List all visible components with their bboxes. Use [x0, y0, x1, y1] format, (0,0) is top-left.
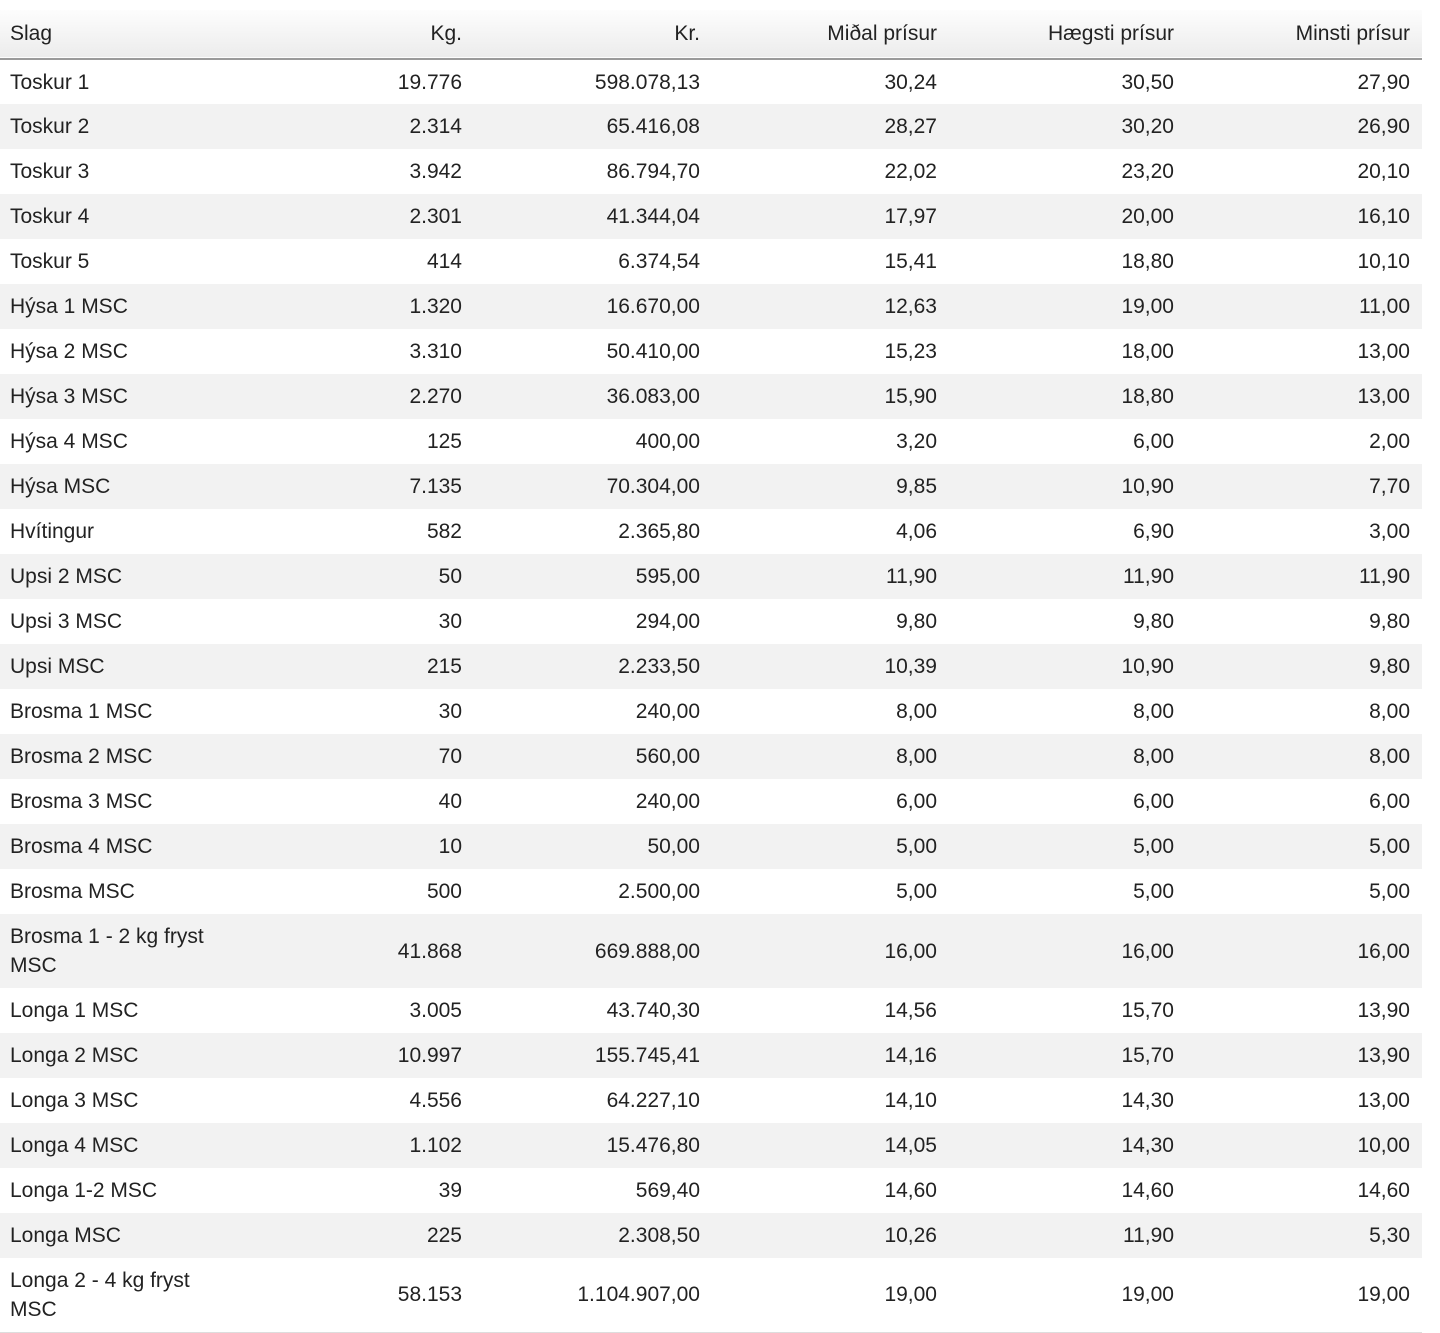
kr-cell: 400,00: [635, 430, 700, 453]
highest-price-cell: 6,90: [1133, 520, 1174, 543]
kg-cell: 4.556: [409, 1089, 462, 1112]
highest-price-cell: 6,00: [1133, 790, 1174, 813]
highest-price-cell: 14,60: [1121, 1179, 1174, 1202]
highest-price-cell: 15,70: [1121, 1044, 1174, 1067]
kr-cell: 155.745,41: [594, 1044, 700, 1067]
average-price-cell: 14,10: [884, 1089, 937, 1112]
table-row: [0, 284, 1422, 329]
species-cell: Upsi 3 MSC: [10, 610, 123, 633]
kr-cell: 598.078,13: [594, 70, 700, 94]
table-row: [0, 239, 1422, 284]
table-row: [0, 988, 1422, 1033]
species-cell: Longa 3 MSC: [10, 1089, 139, 1112]
kg-cell: 414: [426, 250, 462, 273]
kr-cell: 43.740,30: [606, 999, 700, 1022]
column-header-kg[interactable]: Kg.: [430, 22, 462, 45]
lowest-price-cell: 11,00: [1359, 295, 1410, 318]
table-row: [0, 509, 1422, 554]
lowest-price-cell: 13,00: [1357, 1089, 1410, 1112]
lowest-price-cell: 11,90: [1359, 565, 1410, 588]
lowest-price-cell: 5,00: [1369, 835, 1410, 858]
species-cell: Hvítingur: [10, 520, 95, 543]
highest-price-cell: 16,00: [1121, 939, 1174, 963]
table-row: [0, 194, 1422, 239]
kr-cell: 2.500,00: [618, 880, 700, 903]
average-price-cell: 10,39: [884, 655, 937, 678]
species-cell: Brosma 2 MSC: [10, 745, 153, 768]
kg-cell: 40: [438, 790, 462, 813]
highest-price-cell: 14,30: [1121, 1089, 1174, 1112]
species-cell: Upsi 2 MSC: [10, 565, 123, 588]
average-price-cell: 22,02: [884, 160, 937, 183]
species-cell: Brosma 4 MSC: [10, 835, 153, 858]
species-cell: Toskur 5: [10, 250, 90, 273]
highest-price-cell: 30,50: [1121, 70, 1174, 94]
price-table-container: [0, 10, 1422, 1333]
kg-cell: 30: [438, 610, 462, 633]
table-row: [0, 374, 1422, 419]
average-price-cell: 8,00: [896, 745, 937, 768]
kg-cell: 3.942: [409, 160, 462, 183]
average-price-cell: 9,80: [896, 610, 937, 633]
lowest-price-cell: 8,00: [1369, 700, 1410, 723]
kg-cell: 7.135: [409, 475, 462, 498]
species-cell: Longa 1-2 MSC: [10, 1179, 158, 1202]
average-price-cell: 30,24: [884, 70, 937, 94]
kr-cell: 2.308,50: [618, 1224, 700, 1247]
kg-cell: 19.776: [397, 70, 462, 94]
table-row: [0, 1168, 1422, 1213]
highest-price-cell: 6,00: [1133, 430, 1174, 453]
species-cell: Toskur 4: [10, 205, 90, 228]
highest-price-cell: 10,90: [1121, 655, 1174, 678]
lowest-price-cell: 8,00: [1369, 745, 1410, 768]
highest-price-cell: 18,80: [1121, 250, 1174, 273]
highest-price-cell: 8,00: [1133, 745, 1174, 768]
highest-price-cell: 23,20: [1121, 160, 1174, 183]
table-row: [0, 419, 1422, 464]
highest-price-cell: 19,00: [1121, 1283, 1174, 1307]
species-cell: Hýsa 1 MSC: [10, 295, 128, 318]
average-price-cell: 6,00: [896, 790, 937, 813]
average-price-cell: 16,00: [884, 939, 937, 963]
average-price-cell: 12,63: [884, 295, 937, 318]
lowest-price-cell: 5,30: [1369, 1224, 1410, 1247]
kr-cell: 65.416,08: [606, 115, 700, 138]
table-row: [0, 734, 1422, 779]
highest-price-cell: 18,80: [1121, 385, 1174, 408]
column-header-slag[interactable]: Slag: [10, 22, 53, 45]
kr-cell: 6.374,54: [618, 250, 700, 273]
table-row: [0, 914, 1422, 988]
kg-cell: 3.310: [409, 340, 462, 363]
highest-price-cell: 9,80: [1133, 610, 1174, 633]
average-price-cell: 5,00: [896, 835, 937, 858]
lowest-price-cell: 13,90: [1357, 999, 1410, 1022]
average-price-cell: 11,90: [886, 565, 937, 588]
lowest-price-cell: 6,00: [1369, 790, 1410, 813]
lowest-price-cell: 16,00: [1357, 939, 1410, 963]
species-cell: Toskur 2: [10, 115, 90, 138]
lowest-price-cell: 27,90: [1357, 70, 1410, 94]
column-header-highest-price[interactable]: Hægsti prísur: [1047, 22, 1174, 45]
kg-cell: 500: [426, 880, 462, 903]
lowest-price-cell: 13,90: [1357, 1044, 1410, 1067]
lowest-price-cell: 2,00: [1369, 430, 1410, 453]
lowest-price-cell: 19,00: [1357, 1283, 1410, 1307]
average-price-cell: 19,00: [884, 1283, 937, 1307]
species-cell: Longa MSC: [10, 1224, 121, 1247]
table-row: [0, 1213, 1422, 1258]
kg-cell: 215: [426, 655, 462, 678]
kr-cell: 2.365,80: [618, 520, 700, 543]
average-price-cell: 9,85: [896, 475, 937, 498]
kg-cell: 10: [438, 835, 462, 858]
average-price-cell: 15,23: [884, 340, 937, 363]
kg-cell: 50: [438, 565, 462, 588]
lowest-price-cell: 14,60: [1357, 1179, 1410, 1202]
table-row: [0, 869, 1422, 914]
highest-price-cell: 5,00: [1133, 880, 1174, 903]
table-header: [0, 10, 1422, 59]
kr-cell: 2.233,50: [618, 655, 700, 678]
highest-price-cell: 8,00: [1133, 700, 1174, 723]
table-body: [0, 59, 1422, 1332]
kg-cell: 2.270: [409, 385, 462, 408]
species-cell: Brosma 1 MSC: [10, 700, 153, 723]
column-header-kr[interactable]: Kr.: [674, 22, 700, 45]
lowest-price-cell: 5,00: [1369, 880, 1410, 903]
highest-price-cell: 14,30: [1121, 1134, 1174, 1157]
species-cell: Longa 2 - 4 kg fryst MSC: [10, 1268, 190, 1321]
lowest-price-cell: 13,00: [1357, 340, 1410, 363]
table-row: [0, 554, 1422, 599]
lowest-price-cell: 9,80: [1369, 655, 1410, 678]
kg-cell: 70: [438, 745, 462, 768]
kr-cell: 294,00: [635, 610, 700, 633]
kr-cell: 1.104.907,00: [577, 1283, 700, 1307]
highest-price-cell: 11,90: [1123, 1224, 1174, 1247]
species-cell: Brosma MSC: [10, 880, 135, 903]
kr-cell: 16.670,00: [606, 295, 700, 318]
table-row: [0, 1123, 1422, 1168]
kg-cell: 1.320: [409, 295, 462, 318]
kr-cell: 36.083,00: [606, 385, 700, 408]
table-row: [0, 779, 1422, 824]
average-price-cell: 4,06: [896, 520, 937, 543]
highest-price-cell: 20,00: [1121, 205, 1174, 228]
species-cell: Brosma 1 - 2 kg fryst MSC: [10, 925, 204, 977]
lowest-price-cell: 9,80: [1369, 610, 1410, 633]
lowest-price-cell: 20,10: [1357, 160, 1410, 183]
kr-cell: 15.476,80: [606, 1134, 700, 1157]
species-cell: Upsi MSC: [10, 655, 105, 678]
kg-cell: 30: [438, 700, 462, 723]
kg-cell: 3.005: [409, 999, 462, 1022]
highest-price-cell: 30,20: [1121, 115, 1174, 138]
average-price-cell: 17,97: [884, 205, 937, 228]
average-price-cell: 14,05: [884, 1134, 937, 1157]
kg-cell: 582: [426, 520, 462, 543]
kr-cell: 595,00: [635, 565, 700, 588]
kr-cell: 86.794,70: [606, 160, 700, 183]
lowest-price-cell: 10,10: [1357, 250, 1410, 273]
species-cell: Longa 2 MSC: [10, 1044, 139, 1067]
kg-cell: 39: [438, 1179, 462, 1202]
highest-price-cell: 10,90: [1121, 475, 1174, 498]
average-price-cell: 14,56: [884, 999, 937, 1022]
price-table: [0, 10, 1422, 1333]
average-price-cell: 8,00: [896, 700, 937, 723]
table-row: [0, 59, 1422, 104]
table-row: [0, 1078, 1422, 1123]
table-row: [0, 464, 1422, 509]
species-cell: Toskur 3: [10, 160, 90, 183]
species-cell: Hýsa 3 MSC: [10, 385, 128, 408]
lowest-price-cell: 7,70: [1369, 475, 1410, 498]
kr-cell: 70.304,00: [606, 475, 700, 498]
species-cell: Brosma 3 MSC: [10, 790, 153, 813]
lowest-price-cell: 10,00: [1357, 1134, 1410, 1157]
average-price-cell: 15,41: [884, 250, 937, 273]
species-cell: Longa 1 MSC: [10, 999, 139, 1022]
average-price-cell: 14,60: [884, 1179, 937, 1202]
table-row: [0, 599, 1422, 644]
highest-price-cell: 11,90: [1123, 565, 1174, 588]
average-price-cell: 14,16: [884, 1044, 937, 1067]
average-price-cell: 15,90: [884, 385, 937, 408]
kr-cell: 569,40: [635, 1179, 700, 1202]
kg-cell: 2.301: [409, 205, 462, 228]
species-cell: Longa 4 MSC: [10, 1134, 139, 1157]
table-row: [0, 329, 1422, 374]
kg-cell: 58.153: [397, 1283, 462, 1307]
lowest-price-cell: 16,10: [1357, 205, 1410, 228]
lowest-price-cell: 26,90: [1357, 115, 1410, 138]
table-row: [0, 104, 1422, 149]
lowest-price-cell: 3,00: [1369, 520, 1410, 543]
kr-cell: 50.410,00: [606, 340, 700, 363]
kg-cell: 2.314: [409, 115, 462, 138]
table-row: [0, 1033, 1422, 1078]
kg-cell: 1.102: [409, 1134, 462, 1157]
highest-price-cell: 19,00: [1121, 295, 1174, 318]
table-row: [0, 149, 1422, 194]
kr-cell: 240,00: [635, 700, 700, 723]
highest-price-cell: 18,00: [1121, 340, 1174, 363]
average-price-cell: 3,20: [896, 430, 937, 453]
table-row: [0, 644, 1422, 689]
species-cell: Hýsa 2 MSC: [10, 340, 128, 363]
species-cell: Hýsa 4 MSC: [10, 430, 128, 453]
kr-cell: 240,00: [635, 790, 700, 813]
kg-cell: 125: [426, 430, 462, 453]
table-row: [0, 1258, 1422, 1332]
lowest-price-cell: 13,00: [1357, 385, 1410, 408]
species-cell: Toskur 1: [10, 70, 90, 94]
species-cell: Hýsa MSC: [10, 475, 111, 498]
kr-cell: 41.344,04: [606, 205, 700, 228]
kr-cell: 64.227,10: [606, 1089, 700, 1112]
kg-cell: 41.868: [397, 939, 462, 963]
highest-price-cell: 15,70: [1121, 999, 1174, 1022]
kr-cell: 50,00: [647, 835, 700, 858]
average-price-cell: 28,27: [884, 115, 937, 138]
table-row: [0, 824, 1422, 869]
table-header-row: [0, 10, 1422, 59]
column-header-lowest-price[interactable]: Minsti prísur: [1295, 22, 1410, 45]
table-row: [0, 689, 1422, 734]
kg-cell: 225: [426, 1224, 462, 1247]
column-header-average-price[interactable]: Miðal prísur: [827, 22, 937, 45]
kr-cell: 669.888,00: [594, 939, 700, 963]
kr-cell: 560,00: [635, 745, 700, 768]
kg-cell: 10.997: [397, 1044, 462, 1067]
average-price-cell: 5,00: [896, 880, 937, 903]
average-price-cell: 10,26: [884, 1224, 937, 1247]
highest-price-cell: 5,00: [1133, 835, 1174, 858]
